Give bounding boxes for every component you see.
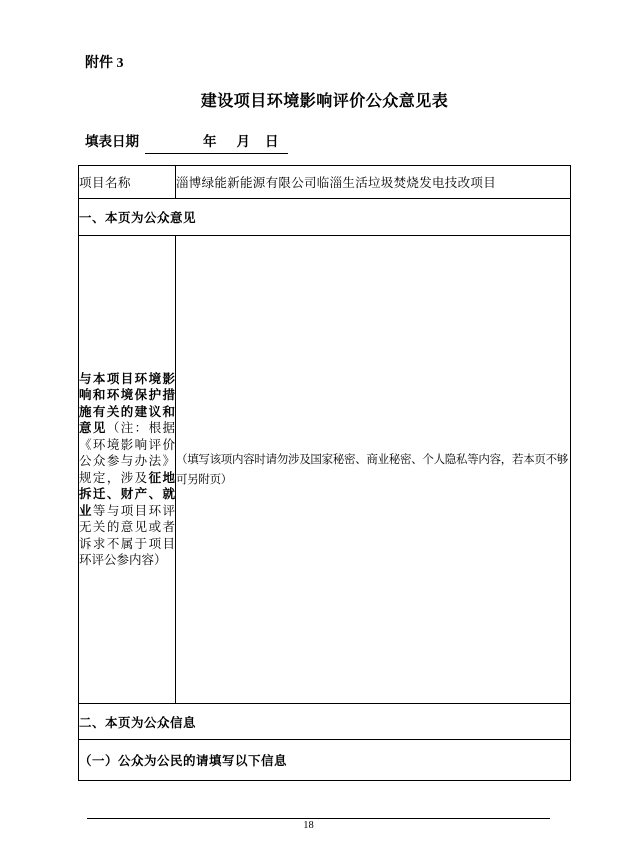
section-2-row: [79, 704, 571, 740]
opinion-prompt-bold-terms: 征地拆迁、财产、就业: [79, 470, 175, 518]
month-label: 月: [236, 134, 250, 149]
project-name-label: 项目名称: [79, 166, 176, 199]
fill-date-blank: [145, 130, 288, 154]
section-1-header: 一、本页为公众意见: [79, 199, 571, 236]
page-title: 建设项目环境影响评价公众意见表: [200, 93, 449, 110]
day-label: 日: [265, 134, 279, 149]
fill-date-line: [85, 130, 288, 154]
year-label: 年: [203, 134, 217, 149]
opinion-write-in-area: [176, 236, 571, 704]
citizen-info-row: [79, 740, 571, 781]
opinion-prompt-note-start: （注：根据《环境影响评价公众参与办法》规定，涉及: [79, 421, 175, 485]
opinion-prompt: [79, 236, 176, 704]
opinion-prompt-bold-lead: 与本项目环境影响和环境保护措施有关的建议和意见: [79, 371, 175, 435]
page-number: 18: [303, 820, 314, 831]
public-opinion-form-table: [78, 165, 571, 781]
section-1-row: [79, 199, 571, 236]
citizen-info-header: （一）公众为公民的请填写以下信息: [79, 740, 571, 781]
section-2-header: 二、本页为公众信息: [79, 704, 571, 740]
project-name-row: [79, 166, 571, 199]
opinion-row: [79, 236, 571, 704]
project-name-value: 淄博绿能新能源有限公司临淄生活垃圾焚烧发电技改项目: [176, 166, 571, 199]
opinion-prompt-note-end: 等与项目环评无关的意见或者诉求不属于项目环评公参内容）: [79, 503, 175, 567]
footer-rule: [87, 818, 550, 819]
confidentiality-note: （填写该项内容时请勿涉及国家秘密、商业秘密、个人隐私等内容，若本页不够可另附页）: [176, 453, 568, 486]
fill-date-label: 填表日期: [85, 134, 139, 149]
attachment-label: 附件 3: [85, 56, 124, 71]
